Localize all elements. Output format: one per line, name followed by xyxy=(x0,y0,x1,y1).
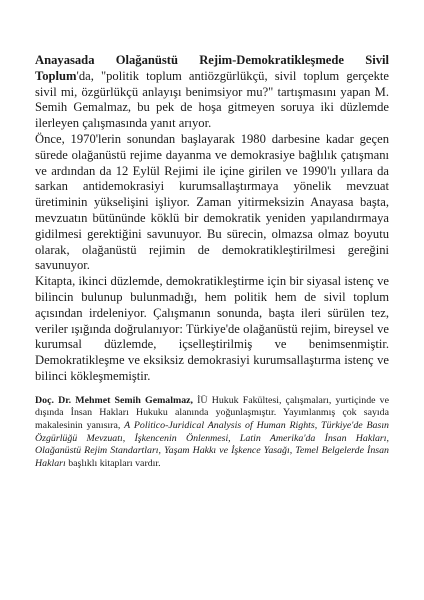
book-title: Anayasada Olağanüstü Rejim-Demokratikleşmede Sivil Toplum xyxy=(35,53,389,83)
author-name: Doç. Dr. Mehmet Semih Gemalmaz, xyxy=(35,394,193,406)
author-bio xyxy=(35,395,389,471)
author-books: A Politico-Juridical Analysis of Human Rights, Türkiye'de Basın Özgürlüğü Mevzuatı, İşkencenin Önlenmesi, Latin Amerika'da İnsan Hakları, Olağanüstü Rejim Standartları, Yaşam Hakkı ve İşkence Yasağı, Temel Belgelerde İnsan Hakları xyxy=(35,419,389,469)
paragraph-1-text: 'da, "politik toplum antiözgürlükçü, sivil toplum gerçekte sivil mi, özgürlükçü anlayışı benimsiyor mu?" tartışmasını yapan M. Semih Gemalmaz, bu pek de hoşa gitmeyen soruya iki düzlemde ilerleyen çalışmasında yanıt arıyor. xyxy=(35,68,389,131)
author-bio-text: İÜ Hukuk Fakültesi, çalışmaları, yurtiçinde ve dışında İnsan Hakları Hukuku alanında yoğunlaşmıştır. Yayımlanmış çok sayıda makalesinin yanısıra, xyxy=(35,394,389,431)
author-bio-ending: başlıklı kitapları vardır. xyxy=(65,457,161,469)
book-description xyxy=(35,53,389,385)
description-paragraph-1 xyxy=(35,53,389,132)
description-paragraph-2: Önce, 1970'lerin sonundan başlayarak 1980 darbesine kadar geçen sürede olağanüstü rejime dayanma ve demokrasiye bağlılık çatışmanı ve ardından da 12 Eylül Rejimi ile içine girilen ve 1990'lı yıllara da sarkan antidemokrasiyi kurumsallaştırmaya yönelik mevzuat üretiminin yükselişini işliyor. Zaman yitirmeksizin Anayasa başta, mevzuatın bütününde köklü bir demokratik yeniden yapılandırmaya gidilmesi gerektiğini savunuyor. Bu sürecin, olmazsa olmaz boyutu olarak, olağanüstü rejimin de demokratikleştirilmesi gereğini savunuyor. xyxy=(35,131,389,273)
description-paragraph-3: Kitapta, ikinci düzlemde, demokratikleştirme için bir siyasal istenç ve bilincin bulunup bulunmadığı, hem politik hem de sivil toplum açısından irdeleniyor. Çalışmanın sonunda, başta ileri sürülen tez, veriler ışığında doğrulanıyor: Türkiye'de olağanüstü rejim, bireysel ve kurumsal düzlemde, içselleştirilmiş ve benimsenmiştir. Demokratikleşme ve eksiksiz demokrasiyi kurumsallaştırma istenç ve bilinci kökleşmemiştir. xyxy=(35,274,389,383)
book-back-cover-text xyxy=(35,53,389,470)
